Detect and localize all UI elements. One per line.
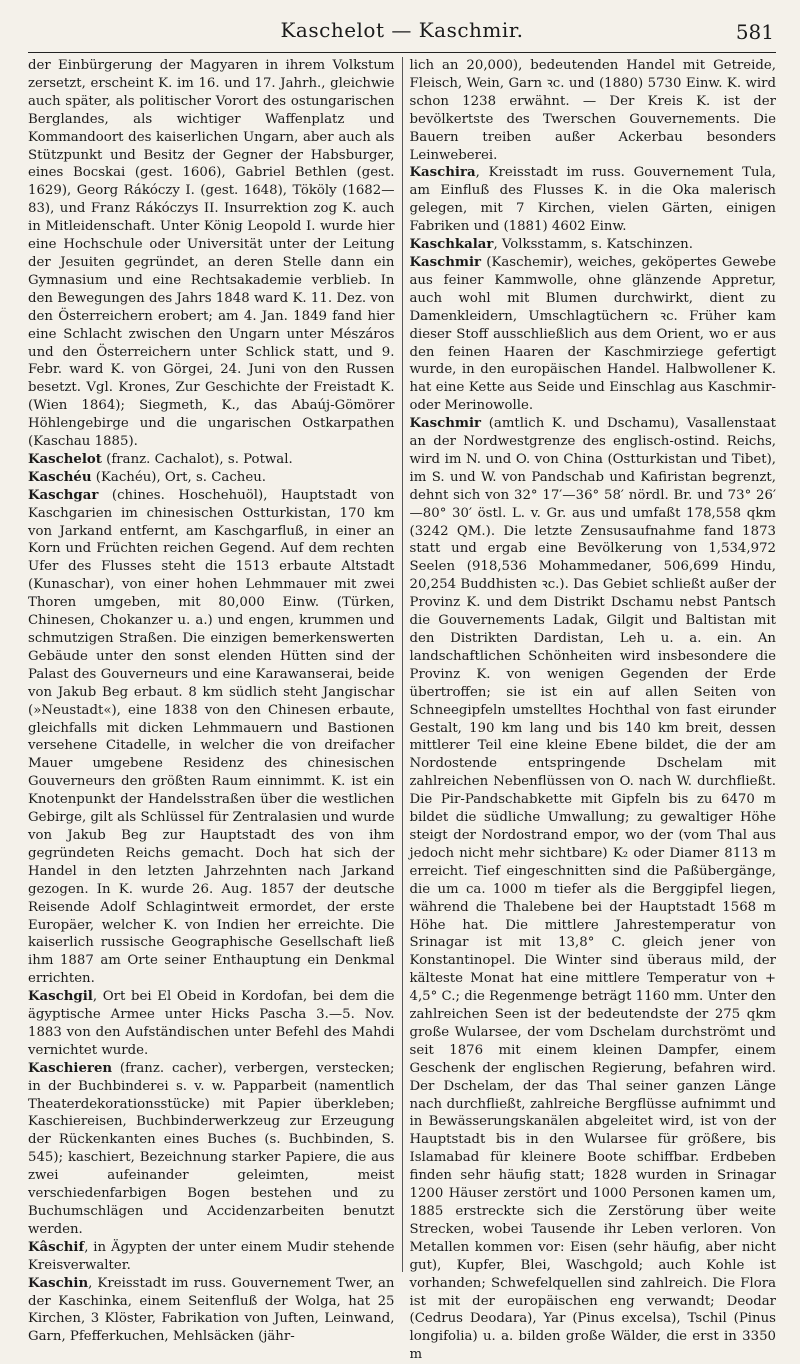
entry-headword: Kaschelot <box>28 451 102 467</box>
entry-kaschelot <box>28 451 395 469</box>
entry-text: (chines. Hoschehuöl), Hauptstadt von Kaschgarien im chinesischen Ostturkistan, 170 km von Jarkand entfernt, am Kaschgarfluß, in einer an Korn und Früchten reichen Gegend. Auf dem rechten Ufer des Flusses steht die 1513 erbaute Altstadt (Kunaschar), von einer hohen Lehmmauer mit zwei Thoren umgeben, mit 80,000 Einw. (Türken, Chinesen, Chokanzer u. a.) und engen, krummen und schmutzigen Straßen. Die einzigen bemerkenswerten Gebäude unter den sonst elenden Hütten sind der Palast des Gouverneurs und eine Karawanserai, beide von Jakub Beg erbaut. 8 km südlich steht Jangischar (»Neustadt«), eine 1838 von den Chinesen erbaute, gleichfalls mit dicken Lehmmauern und Bastionen versehene Citadelle, in welcher die von dreifacher Mauer umgebene Residenz des chinesischen Gouverneurs den größten Raum einnimmt. K. ist ein Knotenpunkt der Handelsstraßen über die westlichen Gebirge, gilt als Schlüssel für Zentralasien und wurde von Jakub Beg zur Hauptstadt des von ihm gegründeten Reichs gemacht. Doch hat sich der Handel in den letzten Jahrzehnten nach Jarkand gezogen. In K. wurde 26. Aug. 1857 der deutsche Reisende Adolf Schlagintweit ermordet, der erste Europäer, welcher K. von Indien her erreichte. Die kaiserlich russische Geographische Gesellschaft ließ ihm 1887 am Orte seiner Enthauptung ein Denkmal errichten. <box>28 487 395 987</box>
entry-text: (franz. Cachalot), s. Potwal. <box>101 451 293 467</box>
entry-kaschieren <box>28 1060 395 1239</box>
entry-headword: Kaschgil <box>28 989 93 1005</box>
entry-text: , Volksstamm, s. Katschinzen. <box>493 237 693 253</box>
entry-kaschgil <box>28 988 395 1060</box>
right-column <box>403 57 777 1363</box>
entry-kaschmir-state <box>410 415 777 1364</box>
entry-headword: Kaschgar <box>28 487 99 503</box>
page-number: 581 <box>735 20 774 44</box>
entry-text: , Kreisstadt im russ. Gouvernement Twer, an der Kaschinka, einem Seitenfluß der Wolga, hat 25 Kirchen, 3 Klöster, Fabrikation von Juften, Leinwand, Garn, Pfefferkuchen, Mehlsäcken (jähr- <box>28 1275 395 1345</box>
left-column <box>28 57 403 1345</box>
entry-kaschmir-fabric <box>410 254 777 415</box>
two-column-body <box>28 57 776 1363</box>
entry-headword: Kâschif <box>28 1239 85 1255</box>
entry-headword: Kaschkalar <box>409 237 494 253</box>
entry-kaschgar <box>28 487 395 988</box>
entry-headword: Kaschin <box>28 1275 89 1291</box>
entry-headword: Kaschieren <box>28 1060 113 1076</box>
entry-text: , in Ägypten der unter einem Mudir stehende Kreisverwalter. <box>28 1239 395 1273</box>
entry-text: (amtlich K. und Dschamu), Vasallenstaat an der Nordwestgrenze des englisch-ostind. Reichs, wird im N. und O. von China (Ostturkistan und Tibet), im S. und W. von Pandschab und Kafiristan begrenzt, dehnt sich von 32° 17′—36° 58′ nördl. Br. und 73° 26′—80° 30′ östl. L. v. Gr. aus und umfaßt 178,558 qkm (3242 QM.). Die letzte Zensusaufnahme fand 1873 statt und ergab eine Bevölkerung von 1,534,972 Seelen (918,536 Mohammedaner, 506,699 Hindu, 20,254 Buddhisten ꝛc.). Das Gebiet schließt außer der Provinz K. und dem Distrikt Dschamu nebst Pantsch die Gouvernements Ladak, Gilgit und Baltistan mit den Distrikten Dardistan, Leh u. a. ein. An landschaftlichen Schönheiten wird insbesondere die Provinz K. von wenigen Gegenden der Erde übertroffen; sie ist ein auf allen Seiten von Schneegipfeln umstelltes Hochthal von fast eirunder Gestalt, 190 km lang und bis 140 km breit, dessen mittlerer Teil eine kleine Ebene bildet, die der am Nordostende entspringende Dschelam mit zahlreichen Nebenflüssen von O. nach W. durchfließt. Die Pir-Pandschabkette mit Gipfeln bis zu 6470 m bildet die südliche Umwallung; zu gewaltiger Höhe steigt der Nordostrand empor, wo der (vom Thal aus jedoch nicht mehr sichtbare) K₂ oder Diamer 8113 m erreicht. Tief eingeschnitten sind die Paßübergänge, die um ca. 1000 m tiefer als die Berggipfel liegen, während die Thalebene bei der Hauptstadt 1568 m Höhe hat. Die mittlere Jahrestemperatur von Srinagar ist mit 13,8° C. gleich jener von Konstantinopel. Die Winter sind überaus mild, der kälteste Monat hat eine mittlere Temperatur von + 4,5° C.; die Regenmenge beträgt 1160 mm. Unter den zahlreichen Seen ist der bedeutendste der 275 qkm große Wularsee, der vom Dschelam durchströmt und seit 1876 mit einem kleinen Dampfer, einem Geschenk der englischen Regierung, befahren wird. Der Dschelam, der das Thal seiner ganzen Länge nach durchfließt, zahlreiche Bergflüsse aufnimmt und in Bewässerungskanälen abgeleitet wird, ist von der Hauptstadt bis in den Wularsee für größere, bis Islamabad für kleinere Boote schiffbar. Erdbeben finden sehr häufig statt; 1828 wurden in Srinagar 1200 Häuser zerstört und 1000 Personen kamen um, 1885 erstreckte sich die Zerstörung über weite Strecken, wobei Tausende ihr Leben verloren. Von Metallen kommen vor: Eisen (sehr häufig, aber nicht gut), Kupfer, Blei, Waschgold; auch Kohle ist vorhanden; Schwefelquellen sind zahlreich. Die Flora ist mit der europäischen eng verwandt; Deodar (Cedrus Deodara), Yar (Pinus excelsa), Tschil (Pinus longifolia) u. a. bilden große Wälder, die erst in 3350 m <box>409 416 776 1363</box>
entry-kaschif <box>28 1239 395 1275</box>
entry-text: , Ort bei El Obeid in Kordofan, bei dem die ägyptische Armee unter Hicks Pascha 3.—5. Nov. 1883 von den Aufständischen unter Befehl des Mahdi vernichtet wurde. <box>28 989 395 1058</box>
entry-kaschkalar <box>410 236 777 254</box>
entry-headword: Kaschmir <box>409 416 482 432</box>
running-header <box>28 18 776 53</box>
entry-kaschira <box>410 164 777 236</box>
entry-kascheu <box>28 469 395 487</box>
entry-kaschau-continued: der Einbürgerung der Magyaren in ihrem Volkstum zersetzt, erscheint K. im 16. und 17. Jahrh., gleichwie auch später, als politischer Vorort des ostungarischen Berglandes, als wichtiger Waffenplatz und Kommandoort des kaiserlichen Ungarn, aber auch als Stützpunkt und Besitz der Gegner der Habsburger, eines Bocskai (gest. 1606), Gabriel Bethlen (gest. 1629), Georg Rákóczy I. (gest. 1648), Tököly (1682—83), und Franz Rákóczys II. Insurrektion zog K. auch in Mitleidenschaft. Unter König Leopold I. wurde hier eine Hochschule oder Universität unter der Leitung der Jesuiten gegründet, an deren Stelle dann ein Gymnasium und eine Rechtsakademie verblieb. In den Bewegungen des Jahrs 1848 ward K. 11. Dez. von den Österreichern erobert; am 4. Jan. 1849 fand hier eine Schlacht zwischen den Ungarn unter Mészáros und den Österreichern unter Schlick statt, und 9. Febr. ward K. von Görgei, 24. Juni von den Russen besetzt. Vgl. Krones, Zur Geschichte der Freistadt K. (Wien 1864); Siegmeth, K., das Abaúj-Gömörer Höhlengebirge und die ungarischen Ostkarpathen (Kaschau 1885). <box>28 58 395 450</box>
entry-headword: Kaschéu <box>28 469 92 485</box>
entry-text: (Kaschemir), weiches, geköpertes Gewebe aus feiner Kammwolle, ohne glänzende Appretur, auch wohl mit Blumen durchwirkt, dient zu Damenkleidern, Umschlagtüchern ꝛc. Früher kam dieser Stoff ausschließlich aus dem Orient, wo er aus den feinen Haaren der Kaschmirziege gefertigt wurde, in den europäischen Handel. Halbwollener K. hat eine Kette aus Seide und Einschlag aus Kaschmir- oder Merinowolle. <box>409 254 776 414</box>
entry-kaschin-continued: lich an 20,000), bedeutenden Handel mit Getreide, Fleisch, Wein, Garn ꝛc. und (1880) 5730 Einw. K. wird schon 1238 erwähnt. — Der Kreis K. ist der bevölkertste des Twerschen Gouvernements. Die Bauern treiben außer Ackerbau besonders Leinweberei. <box>409 58 776 163</box>
entry-text: (Kachéu), Ort, s. Cacheu. <box>91 469 267 485</box>
entry-kaschin <box>28 1275 395 1347</box>
running-title: Kaschelot — Kaschmir. <box>280 18 524 42</box>
entry-text: (franz. cacher), verbergen, verstecken; in der Buchbinderei s. v. w. Papparbeit (namentlich Theaterdekorationsstücke) mit Papier überkleben; Kaschiereisen, Buchbinderwerkzeug zur Erzeugung der Rückenkanten eines Buches (s. Buchbinden, S. 545); kaschiert, Bezeichnung starker Papiere, die aus zwei aufeinander geleimten, meist verschiedenfarbigen Bogen bestehen und zu Buchumschlägen und Accidenzarbeiten benutzt werden. <box>28 1060 395 1237</box>
entry-headword: Kaschmir <box>409 254 482 270</box>
entry-headword: Kaschira <box>409 165 476 181</box>
entry-text: , Kreisstadt im russ. Gouvernement Tula, am Einfluß des Flusses K. in die Oka malerisch gelegen, mit 7 Kirchen, vielen Gärten, einigen Fabriken und (1881) 4602 Einw. <box>409 165 776 235</box>
